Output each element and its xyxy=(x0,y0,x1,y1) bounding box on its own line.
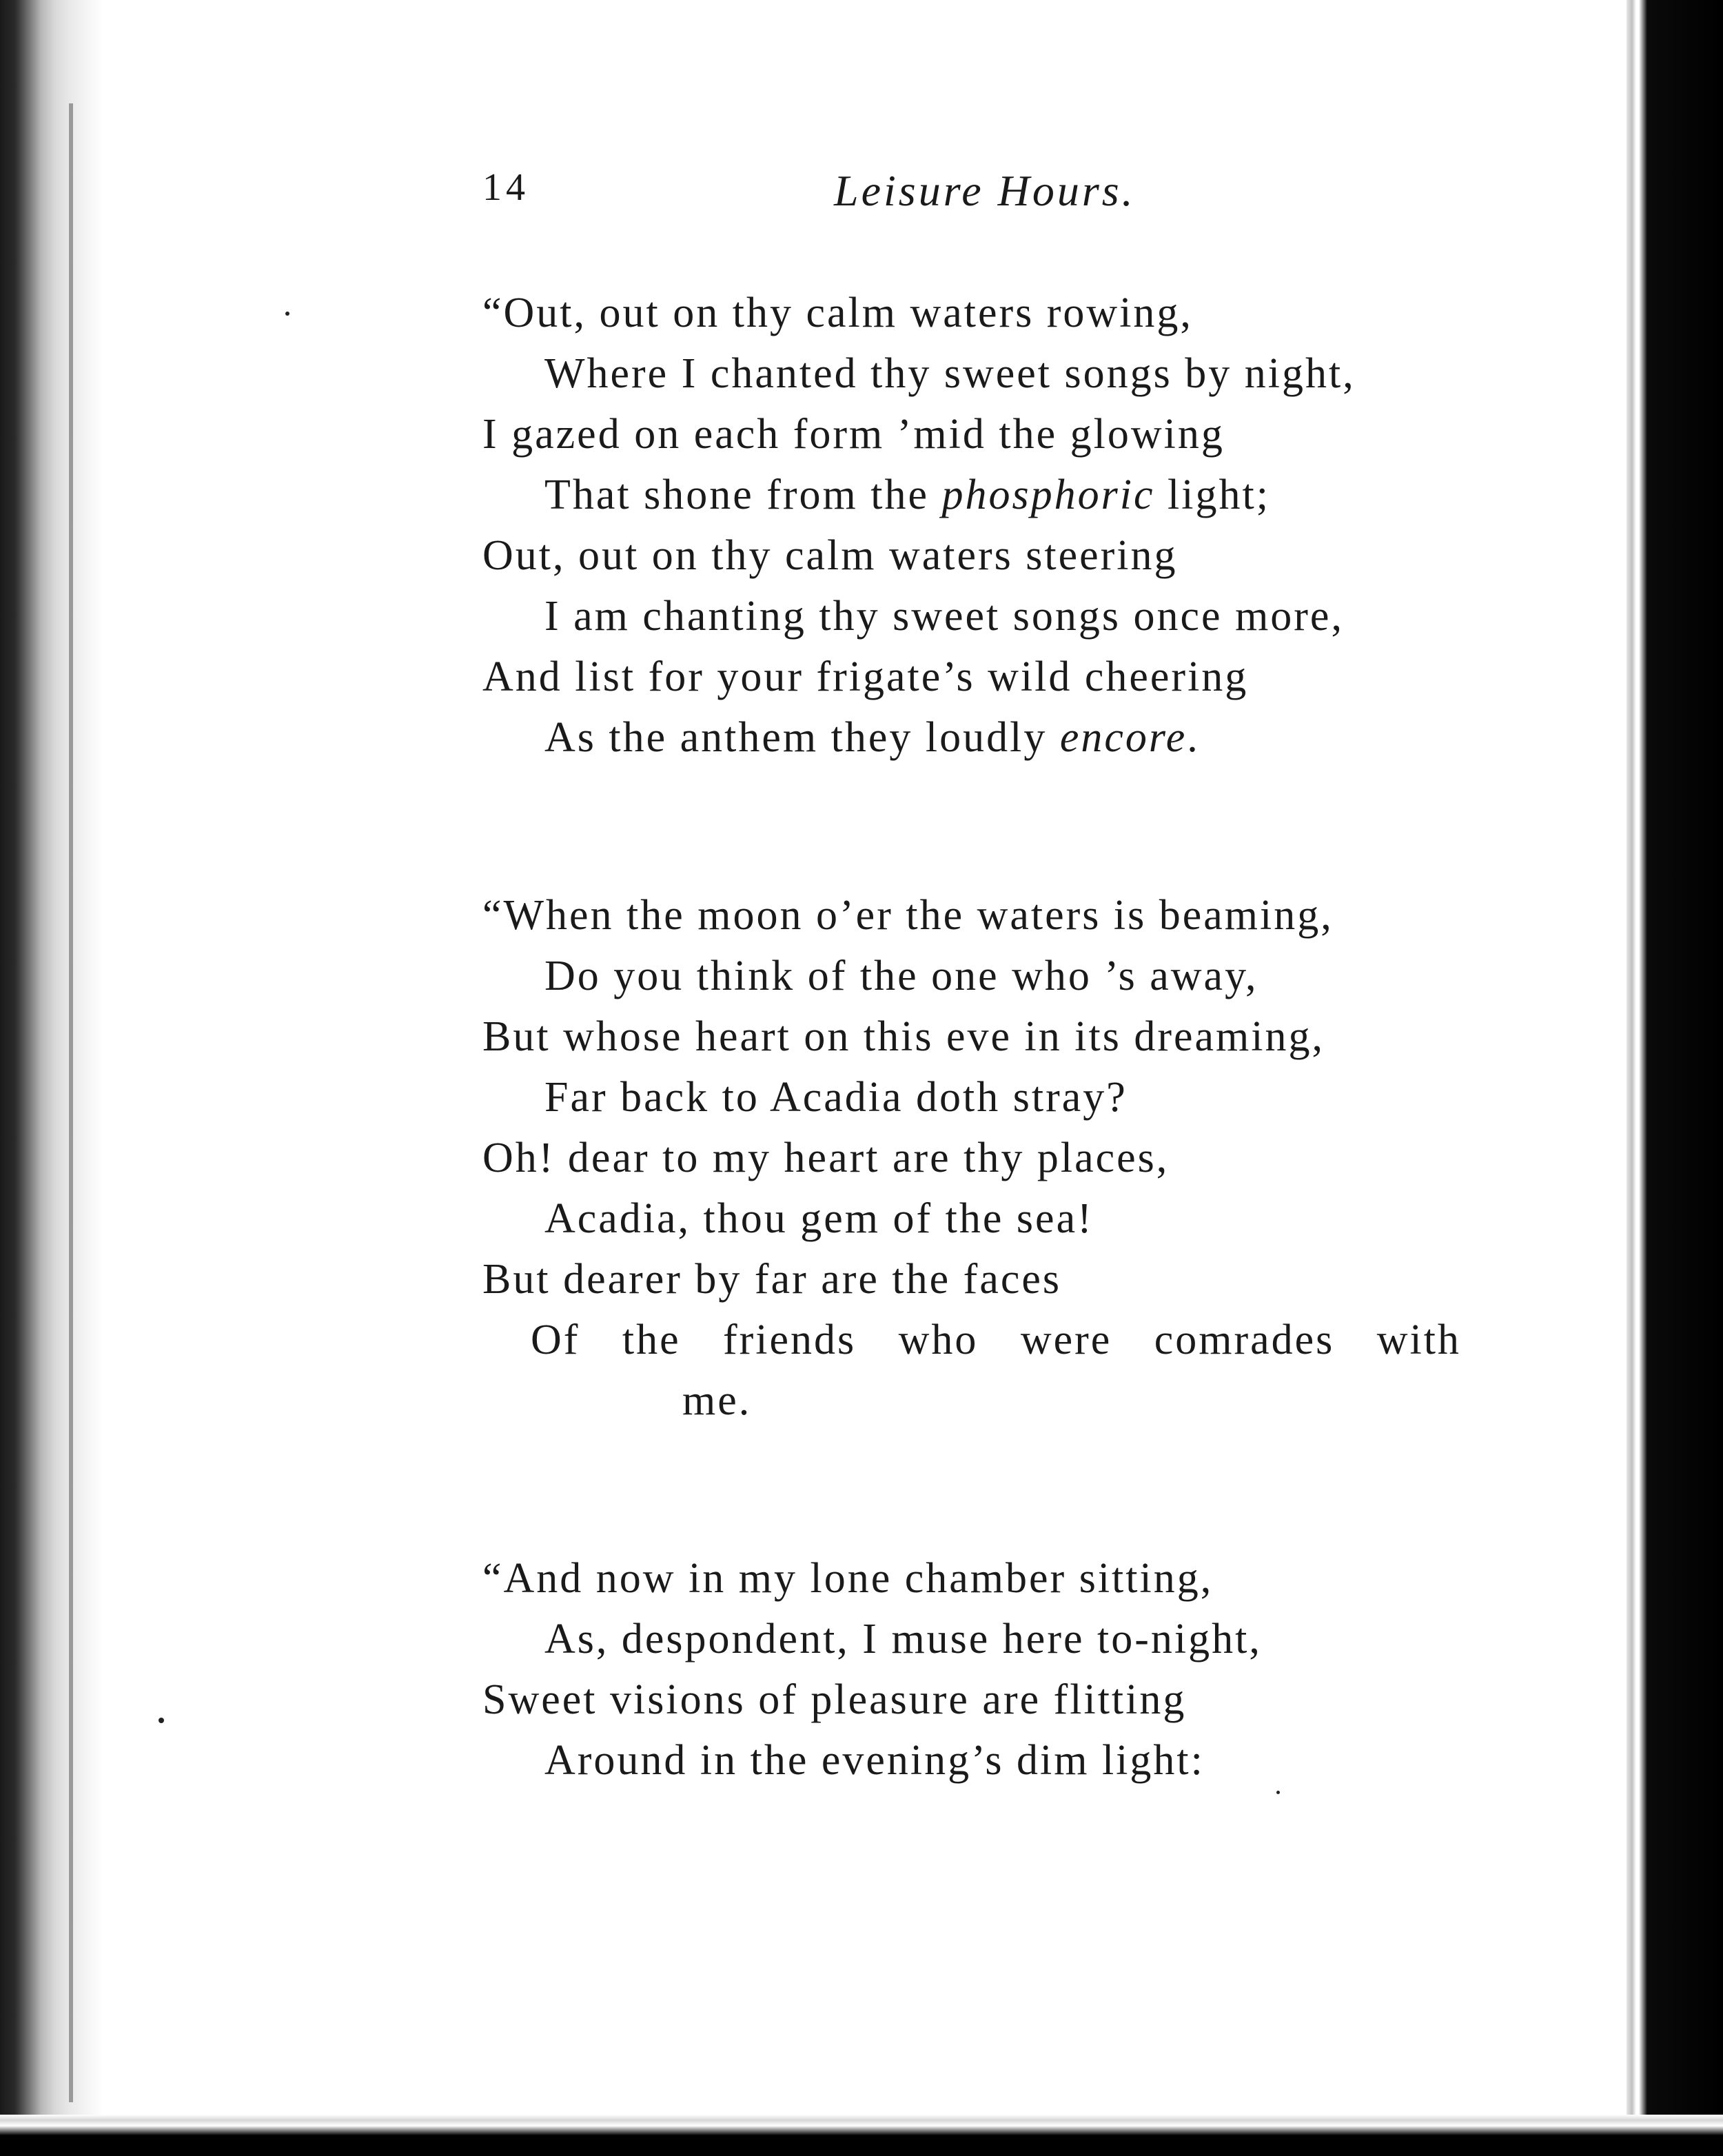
binding-gutter xyxy=(0,0,103,2156)
line-text: . xyxy=(1187,714,1200,761)
poem-body xyxy=(482,283,1502,1908)
italic-word: encore xyxy=(1059,714,1187,761)
stanza xyxy=(482,283,1502,768)
poem-line xyxy=(482,707,1502,768)
poem-line: Far back to Acadia doth stray? xyxy=(544,1074,1128,1121)
italic-word: phosphoric xyxy=(941,471,1155,518)
poem-line: As, despondent, I muse here to-night, xyxy=(544,1616,1262,1662)
bottom-page-edge xyxy=(0,2115,1723,2156)
poem-line: I gazed on each form ’mid the glowing xyxy=(482,411,1225,458)
word: comrades xyxy=(1154,1316,1335,1363)
poem-line: “And now in my lone chamber sitting, xyxy=(482,1555,1214,1602)
word: were xyxy=(1020,1316,1112,1363)
line-text: That shone from the xyxy=(544,471,942,518)
poem-line: But whose heart on this eve in its dreaming, xyxy=(482,1013,1325,1060)
stanza xyxy=(482,885,1502,1431)
poem-line: Sweet visions of pleasure are flitting xyxy=(482,1676,1187,1723)
poem-line: Out, out on thy calm waters steering xyxy=(482,532,1178,579)
poem-line: Oh! dear to my heart are thy places, xyxy=(482,1135,1170,1181)
right-page-edge xyxy=(1627,0,1723,2156)
poem-line xyxy=(482,465,1502,525)
poem-line: Where I chanted thy sweet songs by night, xyxy=(544,350,1356,397)
poem-line: Do you think of the one who ’s away, xyxy=(544,953,1258,999)
poem-line-justified xyxy=(482,1310,1502,1370)
gutter-shadow-line xyxy=(69,103,73,2102)
poem-line: I am chanting thy sweet songs once more, xyxy=(544,593,1344,640)
poem-line: And list for your frigate’s wild cheering xyxy=(482,653,1249,700)
poem-line: “Out, out on thy calm waters rowing, xyxy=(482,289,1193,336)
word: with xyxy=(1376,1316,1461,1363)
poem-line: me. xyxy=(682,1377,752,1424)
word: friends xyxy=(723,1316,857,1363)
page-header xyxy=(482,165,1516,221)
line-text: light; xyxy=(1154,471,1270,518)
poem-line: Acadia, thou gem of the sea! xyxy=(544,1195,1094,1242)
word: the xyxy=(622,1316,681,1363)
stanza xyxy=(482,1548,1502,1791)
running-title: Leisure Hours. xyxy=(834,166,1136,215)
poem-line: Around in the evening’s dim light: xyxy=(544,1737,1205,1784)
page-number: 14 xyxy=(482,166,529,209)
word: who xyxy=(898,1316,979,1363)
word: Of xyxy=(531,1316,580,1363)
poem-line: But dearer by far are the faces xyxy=(482,1256,1061,1303)
ink-speck xyxy=(285,312,289,316)
ink-speck xyxy=(159,1718,164,1723)
poem-line: “When the moon o’er the waters is beaming, xyxy=(482,892,1334,939)
line-text: As the anthem they loudly xyxy=(544,714,1060,761)
